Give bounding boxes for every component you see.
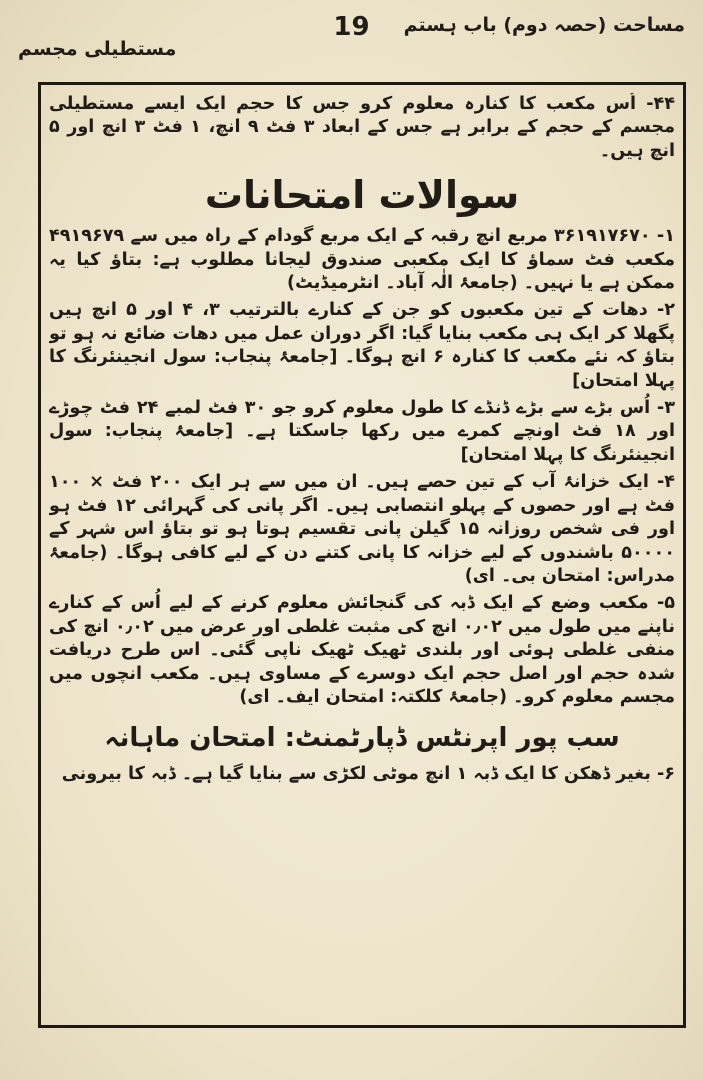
page-number: 19 bbox=[333, 12, 370, 42]
question-6: ۶- بغیر ڈھکن کا ایک ڈبہ ۱ انچ موٹی لکڑی سے بنایا گیا ہے۔ ڈبہ کا بیرونی bbox=[61, 764, 675, 785]
question-2: ۲- دھات کے تین مکعبوں کو جن کے کنارے بالترتیب ۳، ۴ اور ۵ انچ ہیں پگھلا کر ایک ہی مکعب بنایا گیا: اگر دوران عمل میں دھات ضائع نہ ہو تو بتاؤ کہ نئے مکعب کا کنارہ ۶ انچ ہوگا۔ [جامعۂ پنجاب: سول انجینئرنگ کا پہلا امتحان] bbox=[49, 300, 675, 391]
section-title: مستطیلی مجسم bbox=[18, 38, 177, 60]
question-3: ۳- اُس بڑے سے بڑے ڈنڈے کا طول معلوم کرو جو ۳۰ فٹ لمبے ۲۴ فٹ چوڑے اور ۱۸ فٹ اونچے کمرے میں رکھا جاسکتا ہے۔ [جامعۂ پنجاب: سول انجینئرنگ کا پہلا امتحان] bbox=[49, 398, 675, 465]
question-5: ۵- مکعب وضع کے ایک ڈبہ کی گنجائش معلوم کرنے کے لیے اُس کے کنارے ناپنے میں طول میں ۰٫۰۲ انچ کی مثبت غلطی اور عرض میں ۰٫۰۲ انچ کی منفی غلطی ہوئی اور بلندی ٹھیک ٹھیک ناپی گئی۔ اس طرح دریافت شدہ حجم اور اصل حجم ایک دوسرے کے مساوی ہیں۔ مکعب انچوں میں مجسم معلوم کرو۔ (جامعۂ کلکتہ: امتحان ایف۔ ای) bbox=[49, 593, 675, 707]
department-exam-heading: سب پور اپرنٹس ڈپارٹمنٹ: امتحان ماہانہ bbox=[104, 723, 620, 754]
page-header bbox=[18, 10, 685, 60]
chapter-title: مساحت (حصہ دوم) باب ہستم bbox=[403, 14, 685, 36]
question-4: ۴- ایک خزانۂ آب کے تین حصے ہیں۔ ان میں سے ہر ایک ۲۰۰ فٹ × ۱۰۰ فٹ ہے اور حصوں کے پہلو انتصابی ہیں۔ اگر پانی کی گہرائی ۱۲ فٹ ہو اور فی شخص روزانہ ۱۵ گیلن پانی تقسیم ہوتا ہو تو بتاؤ اس شہر کے ۵۰۰۰۰ باشندوں کے لیے خزانہ کا پانی کتنے دن کے لیے کافی ہوگا۔ (جامعۂ مدراس: امتحان بی۔ ای) bbox=[49, 472, 675, 586]
page-content bbox=[49, 93, 675, 1017]
exam-questions-heading: سوالات امتحانات bbox=[204, 173, 520, 218]
question-1: ۱- ۳۶۱۹۱۷۶۷۰ مربع انچ رقبہ کے ایک مربع گودام کے راہ میں سے ۴۹۱۹۶۷۹ مکعب فٹ سماؤ کا ایک مکعبی صندوق لیجانا مطلوب ہے: بتاؤ کیا یہ ممکن ہے یا نہیں۔ (جامعۂ الٰہ آباد۔ انٹرمیڈیٹ) bbox=[49, 226, 675, 294]
question-44: ۴۴- اُس مکعب کا کنارہ معلوم کرو جس کا حجم ایک ایسے مستطیلی مجسم کے حجم کے برابر ہے جس کے ابعاد ۳ فٹ ۹ انچ، ۱ فٹ ۳ انچ اور ۵ انچ ہیں۔ bbox=[49, 94, 675, 161]
content-frame bbox=[38, 82, 686, 1028]
